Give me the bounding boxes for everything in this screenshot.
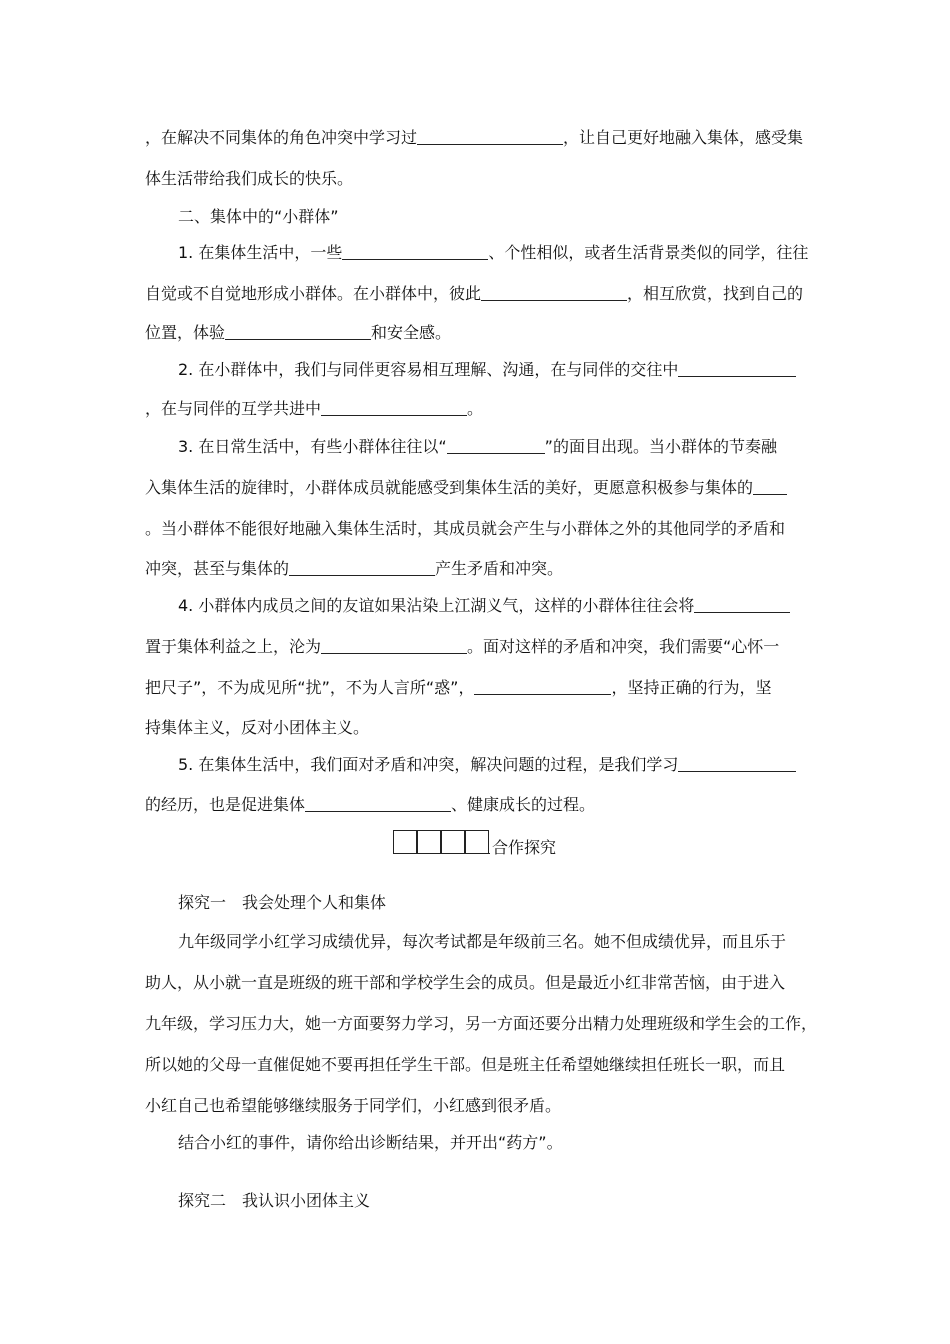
intro-line-2: 体生活带给我们成长的快乐。 [145,169,354,188]
answer-blank[interactable] [342,243,488,260]
item-text: 1. 在集体生活中，一些 [178,243,343,262]
answer-blank[interactable] [678,755,796,772]
item-3-line-2 [145,477,787,499]
answer-blank[interactable] [417,128,563,145]
item-3-line-3: 。当小群体不能很好地融入集体生活时，其成员就会产生与小群体之外的其他同学的矛盾和 [145,519,786,538]
item-text: 4. 小群体内成员之间的友谊如果沾染上江湖义气，这样的小群体往往会将 [178,596,695,615]
item-text: 把尺子”，不为成见所“扰”，不为人言所“惑”， [145,678,475,697]
item-5-line-1 [178,754,796,776]
item-text: ，相互欣赏，找到自己的 [627,284,804,303]
item-text: 位置，体验 [145,323,226,342]
title-box [393,830,417,854]
section-title: 合作探究 [492,838,557,857]
intro-text-b: ，让自己更好地融入集体，感受集 [563,128,804,147]
item-text: ”的面目出现。当小群体的节奏融 [544,437,777,456]
section-heading: 二、集体中的“小群体” [178,207,339,226]
title-box [441,830,465,854]
item-text: 、个性相似，或者生活背景类似的同学，往往 [488,243,809,262]
item-text: 冲突，甚至与集体的 [145,559,290,578]
explore-1-paragraph-line-2: 助人，从小就一直是班级的班干部和学校学生会的成员。但是最近小红非常苦恼，由于进入 [145,973,786,992]
item-text: 入集体生活的旋律时，小群体成员就能感受到集体生活的美好，更愿意积极参与集体的 [145,478,754,497]
explore-1-title: 探究一 我会处理个人和集体 [178,893,387,912]
intro-text-a: ，在解决不同集体的角色冲突中学习过 [145,128,418,147]
answer-blank[interactable] [447,437,545,454]
item-text: 产生矛盾和冲突。 [435,559,564,578]
item-text: 置于集体利益之上，沦为 [145,637,322,656]
item-text: 自觉或不自觉地形成小群体。在小群体中，彼此 [145,284,482,303]
answer-blank[interactable] [474,678,611,695]
item-2-line-1 [178,359,796,381]
item-text: 和安全感。 [371,323,452,342]
answer-blank[interactable] [481,284,627,301]
item-5-line-2 [145,794,595,816]
intro-line-1 [145,127,803,149]
item-text: 、健康成长的过程。 [451,795,596,814]
answer-blank[interactable] [225,323,371,340]
item-text: ，在与同伴的互学共进中 [145,399,322,418]
explore-1-paragraph-line-1: 九年级同学小红学习成绩优异，每次考试都是年级前三名。她不但成绩优异，而且乐于 [178,932,787,951]
item-4-line-1 [178,595,790,617]
explore-1-paragraph-line-3: 九年级，学习压力大，她一方面要努力学习，另一方面还要分出精力处理班级和学生会的工作， [145,1014,818,1033]
item-text: 。面对这样的矛盾和冲突，我们需要“心怀一 [467,637,780,656]
item-text: 5. 在集体生活中，我们面对矛盾和冲突，解决问题的过程，是我们学习 [178,755,679,774]
item-1-line-2 [145,283,803,305]
item-text: 。 [467,399,484,418]
answer-blank[interactable] [753,478,787,495]
answer-blank[interactable] [289,559,435,576]
item-1-line-1 [178,242,808,264]
item-2-line-2 [145,398,483,420]
title-box-baseline [393,853,490,854]
item-3-line-4 [145,558,563,580]
answer-blank[interactable] [678,360,796,377]
item-3-line-1 [178,436,777,458]
item-text: ，坚持正确的行为，坚 [611,678,772,697]
title-box [465,830,489,854]
item-text: 3. 在日常生活中，有些小群体往往以“ [178,437,447,456]
answer-blank[interactable] [305,795,451,812]
answer-blank[interactable] [321,399,467,416]
title-box [417,830,441,854]
item-1-line-3 [145,322,451,344]
explore-1-paragraph-line-5: 小红自己也希望能够继续服务于同学们，小红感到很矛盾。 [145,1096,562,1115]
item-4-line-2 [145,636,779,658]
explore-1-paragraph-line-4: 所以她的父母一直催促她不要再担任学生干部。但是班主任希望她继续担任班长一职，而且 [145,1055,786,1074]
explore-1-question: 结合小红的事件，请你给出诊断结果，并开出“药方”。 [178,1133,563,1152]
item-4-line-3 [145,677,771,699]
item-text: 2. 在小群体中，我们与同伴更容易相互理解、沟通，在与同伴的交往中 [178,360,679,379]
explore-2-title: 探究二 我认识小团体主义 [178,1191,371,1210]
answer-blank[interactable] [321,637,467,654]
answer-blank[interactable] [694,596,790,613]
item-text: 的经历，也是促进集体 [145,795,306,814]
item-4-line-4: 持集体主义，反对小团体主义。 [145,718,370,737]
